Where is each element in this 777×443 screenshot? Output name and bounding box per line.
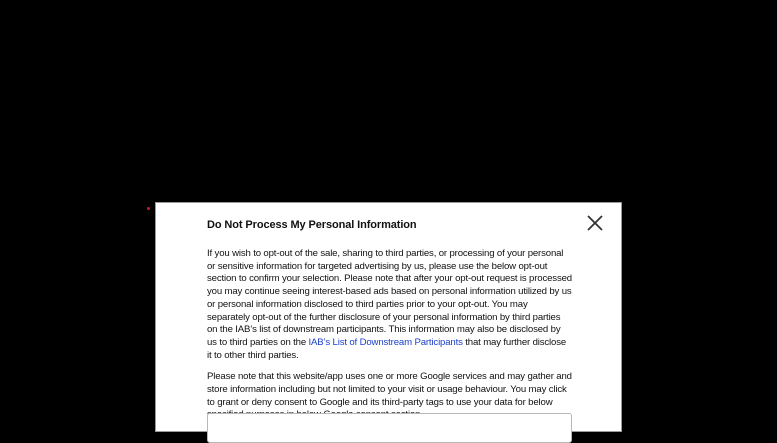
google-consent-section[interactable] [207, 413, 572, 443]
dialog-title: Do Not Process My Personal Information [207, 219, 417, 231]
background-marker-dot [147, 207, 150, 210]
opt-out-explanation [207, 248, 572, 362]
iab-downstream-participants-link[interactable]: IAB’s List of Downstream Participants [308, 336, 463, 348]
dialog-body [207, 248, 572, 408]
opt-out-explanation-tail: that may further disclose it to other third parties. [207, 336, 567, 361]
opt-out-explanation-text: If you wish to opt-out of the sale, sharing to third parties, or processing of your personal or sensitive information for targeted advertising by us, please use the below opt-out section to confirm your selection. Please note that after your opt-out request is processed you may continue seeing interest-based ads based on personal information utilized by us or personal information disclosed to third parties prior to your opt-out. You may separately opt-out of the further disclosure of your personal information by third parties on the IAB’s list of downstream participants. This information may also be disclosed by us to third parties on the [207, 248, 572, 348]
google-services-notice: Please note that this website/app uses one or more Google services and may gather and store information including but not limited to your visit or usage behaviour. You may click to grant or deny consent to Google and its third-party tags to use your data for below [207, 371, 572, 408]
close-button[interactable] [584, 212, 606, 234]
privacy-opt-out-dialog [155, 202, 622, 432]
close-icon [584, 212, 606, 234]
